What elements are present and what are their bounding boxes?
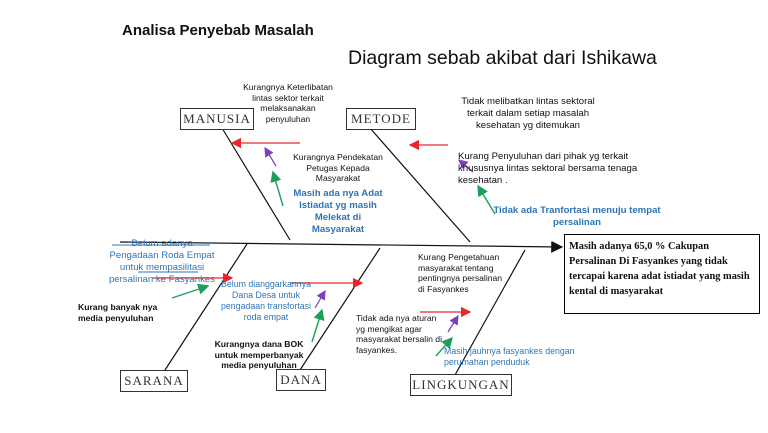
green-arrow-sarana (172, 286, 208, 298)
cause-sarana-2: Kurang banyak nya media penyuluhan (78, 302, 158, 323)
cause-metode-3: Tidak ada Tranfortasi menuju tempat persalinan (493, 205, 661, 228)
bone-manusia (222, 128, 290, 240)
purple-arrow-manusia (265, 148, 276, 166)
effect-box: Masih adanya 65,0 % Cakupan Persalinan Di Fasyankes yang tidak tercapai karena adat istiadat yang masih kental di masyarakat (564, 234, 760, 314)
category-dana: DANA (276, 369, 326, 391)
category-metode: METODE (346, 108, 416, 130)
cause-manusia-3: Masih ada nya Adat Istiadat yg masih Melekat di Masyarakat (293, 188, 383, 235)
cause-lingkungan-2: Tidak ada nya aturan yg mengikat agar masyarakat bersalin di fasyankes. (356, 313, 442, 356)
cause-lingkungan-3: Masih jauhnya fasyankes dengan perumahan penduduk (444, 346, 575, 367)
cause-metode-1: Tidak melibatkan lintas sektoral terkait dalam setiap masalah kesehatan yg ditemukan (461, 96, 595, 131)
cause-lingkungan-1: Kurang Pengetahuan masyarakat tentang pentingnya persalinan di Fasyankes (418, 252, 503, 295)
cause-manusia-2: Kurangnya Pendekatan Petugas Kepada Masyarakat (293, 152, 383, 184)
page-subtitle: Diagram sebab akibat dari Ishikawa (348, 47, 657, 69)
category-sarana: SARANA (120, 370, 188, 392)
cause-sarana-1: Belum adanya Pengadaan Roda Empat untuk mempasilitasi persalinan ke Fasyankes (108, 238, 216, 285)
cause-metode-2: Kurang Penyuluhan dari pihak yg terkait khususnya lintas sektoral bersama tenaga kesehatan . (458, 151, 638, 186)
cause-dana-2: Kurangnya dana BOK untuk memperbanyak media penyuluhan (214, 339, 304, 371)
cause-manusia-1: Kurangnya Keterlibatan lintas sektor terkait melaksanakan penyuluhan (243, 82, 333, 125)
page-title: Analisa Penyebab Masalah (122, 22, 314, 39)
category-manusia: MANUSIA (180, 108, 254, 130)
cause-dana-1: Belum dianggarkannya Dana Desa untuk pengadaan transfortasi roda empat (221, 279, 311, 322)
category-lingkungan: LINGKUNGAN (410, 374, 512, 396)
